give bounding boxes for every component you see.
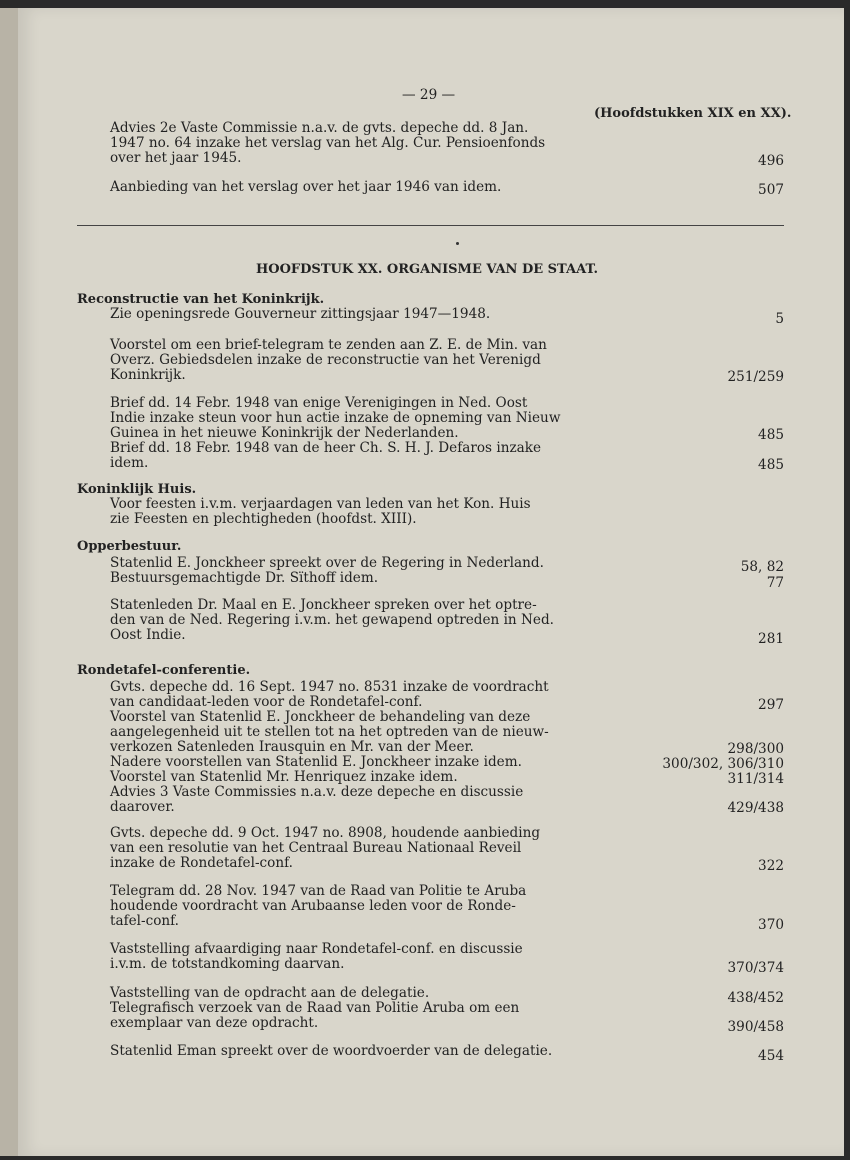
page-ref: 58, 82 (740, 559, 784, 575)
entry-line: Vaststelling van de opdracht aan de delegatie. (110, 985, 430, 1001)
entry-line: Brief dd. 18 Febr. 1948 van de heer Ch. S. H. J. Defaros inzake (110, 440, 541, 456)
entry-line: zie Feesten en plechtigheden (hoofdst. XIII). (110, 511, 417, 527)
page-ref: 429/438 (727, 800, 784, 816)
entry-line: over het jaar 1945. (110, 150, 242, 166)
page-ref: 485 (758, 427, 784, 443)
section-heading: Reconstructie van het Koninkrijk. (77, 292, 325, 307)
entry-line: van candidaat-leden voor de Rondetafel-conf. (110, 694, 423, 710)
entry-line: Zie openingsrede Gouverneur zittingsjaar 1947—1948. (110, 306, 491, 322)
entry-line: daarover. (110, 799, 175, 815)
entry-line: Voorstel van Statenlid Mr. Henriquez inzake idem. (110, 769, 458, 785)
page-ref: 370 (758, 917, 784, 933)
section-heading: Koninklijk Huis. (77, 482, 197, 497)
entry-line: Telegrafisch verzoek van de Raad van Politie Aruba om een (110, 1000, 520, 1016)
page-ref: 370/374 (727, 960, 784, 976)
entry-line: den van de Ned. Regering i.v.m. het gewapend optreden in Ned. (110, 612, 554, 628)
section-heading: Rondetafel-conferentie. (77, 663, 251, 678)
entry-line: i.v.m. de totstandkoming daarvan. (110, 956, 345, 972)
page-ref: 5 (775, 311, 784, 327)
page-ref: 322 (758, 858, 784, 874)
entry-line: Guinea in het nieuwe Koninkrijk der Nederlanden. (110, 425, 459, 441)
page-ref: 485 (758, 457, 784, 473)
entry-line: houdende voordracht van Arubaanse leden voor de Ronde- (110, 898, 516, 914)
page-ref: 454 (758, 1048, 784, 1064)
page-ref: 507 (758, 182, 784, 198)
page-ref: 390/458 (727, 1019, 784, 1035)
entry-line: Gvts. depeche dd. 16 Sept. 1947 no. 8531 inzake de voordracht (110, 679, 549, 695)
page-ref: 300/302, 306/310 (662, 756, 784, 772)
divider-rule (77, 225, 784, 226)
entry-line: aangelegenheid uit te stellen tot na het optreden van de nieuw- (110, 724, 549, 740)
entry-line: Overz. Gebiedsdelen inzake de reconstructie van het Verenigd (110, 352, 541, 368)
page-ref: 298/300 (727, 741, 784, 757)
entry-line: Brief dd. 14 Febr. 1948 van enige Verenigingen in Ned. Oost (110, 395, 528, 411)
entry-line: Advies 3 Vaste Commissies n.a.v. deze depeche en discussie (110, 784, 524, 800)
page-ref: 251/259 (727, 369, 784, 385)
page-edge (0, 8, 18, 1156)
entry-line: idem. (110, 455, 149, 471)
entry-line: exemplaar van deze opdracht. (110, 1015, 319, 1031)
entry-line: Statenleden Dr. Maal en E. Jonckheer spreken over het optre- (110, 597, 537, 613)
entry-line: Voorstel van Statenlid E. Jonckheer de behandeling van deze (110, 709, 531, 725)
page-ref: 281 (758, 631, 784, 647)
entry-line: Statenlid Eman spreekt over de woordvoerder van de delegatie. (110, 1043, 553, 1059)
entry-line: Advies 2e Vaste Commissie n.a.v. de gvts. depeche dd. 8 Jan. (110, 120, 529, 136)
entry-line: Telegram dd. 28 Nov. 1947 van de Raad van Politie te Aruba (110, 883, 527, 899)
entry-line: tafel-conf. (110, 913, 180, 929)
entry-line: 1947 no. 64 inzake het verslag van het Alg. Cur. Pensioenfonds (110, 135, 546, 151)
entry-line: Vaststelling afvaardiging naar Rondetafel-conf. en discussie (110, 941, 523, 957)
section-heading: Opperbestuur. (77, 539, 182, 554)
divider-dot (456, 242, 459, 245)
entry-line: Aanbieding van het verslag over het jaar 1946 van idem. (110, 179, 502, 195)
entry-line: Gvts. depeche dd. 9 Oct. 1947 no. 8908, houdende aanbieding (110, 825, 541, 841)
entry-line: verkozen Satenleden Irausquin en Mr. van der Meer. (110, 739, 474, 755)
page-ref: 297 (758, 697, 784, 713)
entry-line: Voorstel om een brief-telegram te zenden aan Z. E. de Min. van (110, 337, 547, 353)
page-ref: 496 (758, 153, 784, 169)
entry-line: Oost Indie. (110, 627, 186, 643)
entry-line: Statenlid E. Jonckheer spreekt over de Regering in Nederland. (110, 555, 544, 571)
page-ref: 311/314 (727, 771, 784, 787)
page-ref: 77 (766, 575, 784, 591)
entry-line: Nadere voorstellen van Statenlid E. Jonckheer inzake idem. (110, 754, 522, 770)
entry-line: Voor feesten i.v.m. verjaardagen van leden van het Kon. Huis (110, 496, 531, 512)
entry-line: Bestuursgemachtigde Dr. Sïthoff idem. (110, 570, 379, 586)
entry-line: Koninkrijk. (110, 367, 186, 383)
entry-line: inzake de Rondetafel-conf. (110, 855, 293, 871)
page-number: — 29 — (402, 87, 456, 103)
running-head: (Hoofdstukken XIX en XX). (594, 106, 792, 121)
entry-line: van een resolutie van het Centraal Bureau Nationaal Reveil (110, 840, 522, 856)
page-ref: 438/452 (727, 990, 784, 1006)
entry-line: Indie inzake steun voor hun actie inzake de opneming van Nieuw (110, 410, 561, 426)
chapter-title: HOOFDSTUK XX. ORGANISME VAN DE STAAT. (256, 262, 598, 277)
